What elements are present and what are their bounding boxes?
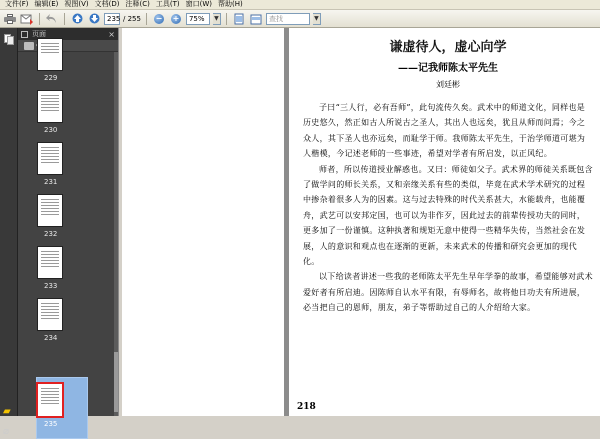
print-button[interactable]	[3, 12, 17, 26]
pages-icon	[21, 31, 28, 38]
toolbar-separator	[146, 13, 147, 25]
pages-icon[interactable]	[3, 34, 15, 46]
page-thumbnail[interactable]	[37, 298, 63, 331]
menu-comments[interactable]: 注释(C)	[125, 0, 150, 8]
page-thumbnail[interactable]	[37, 246, 63, 279]
arrow-left-icon	[46, 13, 58, 25]
page-thumbnail[interactable]	[37, 142, 63, 175]
article-body	[303, 100, 593, 316]
article-title: 谦虚待人，虚心向学	[389, 40, 507, 55]
paragraph: 子曰“三人行，必有吾师”，此句流传久矣。武术中的师道文化，同样也是历史悠久，然正如古人所说古之圣人，其出人也远矣，犹且从师而问焉；今之众人，其下圣人也亦远矣，而耻学于师。我师陈太平先生，于治学师道可堪为人楷模，今记述老师的一些事迹，希望对学者有所启发，以正风纪。	[303, 103, 586, 159]
thumbnail-label: 234	[44, 334, 58, 342]
toolbar	[0, 10, 600, 28]
total-pages: / 255	[123, 14, 141, 23]
menu-edit[interactable]: 编辑(E)	[34, 0, 59, 8]
panel-options[interactable]	[18, 40, 118, 52]
arrow-down-icon	[89, 13, 100, 24]
fit-page-button[interactable]	[232, 12, 246, 26]
panel-title: 页面	[32, 30, 46, 38]
chevron-down-icon[interactable]: ▼	[313, 13, 321, 25]
minus-icon: −	[155, 13, 163, 23]
previous-page-button[interactable]	[70, 13, 84, 25]
paragraph: 以下给读者讲述一些我的老师陈太平先生早年学拳的故事，希望能够对武术爱好者有所启迪。因陈师自认水平有限，有辱师名，故将他日功夫有所进展，必当把自己的恩师，朋友，弟子等帮助过自己的人介绍给大家。	[303, 272, 593, 313]
document-view[interactable]	[122, 28, 600, 416]
zoom-select[interactable]: 75%	[186, 13, 210, 25]
article-author: 刘廷彬	[436, 80, 460, 89]
zoom-out-button[interactable]	[152, 12, 166, 26]
toolbar-separator	[64, 13, 65, 25]
arrow-up-icon	[72, 13, 83, 24]
fit-width-button[interactable]	[249, 12, 263, 26]
plus-icon: +	[172, 13, 180, 23]
envelope-icon	[20, 13, 34, 25]
thumbnail-label: 231	[44, 178, 58, 186]
page-thumbnail[interactable]	[37, 38, 63, 71]
toolbar-separator	[226, 13, 227, 25]
zoom-in-button[interactable]	[169, 12, 183, 26]
menu-file[interactable]: 文件(F)	[5, 0, 29, 8]
toolbar-separator	[39, 13, 40, 25]
thumbnail-label: 233	[44, 282, 58, 290]
close-icon[interactable]: ×	[108, 29, 115, 39]
thumbnail-list	[18, 52, 114, 428]
email-button[interactable]	[20, 12, 34, 26]
thumbnail-label-selected: 235	[44, 420, 58, 428]
chevron-down-icon[interactable]: ▼	[213, 13, 221, 25]
menu-tools[interactable]: 工具(T)	[155, 0, 180, 8]
fit-page-icon	[233, 13, 245, 25]
navigation-strip	[0, 28, 18, 437]
fit-width-icon	[250, 13, 262, 25]
menu-view[interactable]: 视图(V)	[64, 0, 89, 8]
document-page	[289, 28, 600, 416]
article-subtitle: ——记我师陈太平先生	[398, 63, 498, 74]
options-icon	[24, 42, 34, 50]
paragraph: 师者，所以传道授业解惑也。又曰：师徒如父子。武术界的师徒关系既包含了做学问的师长关系，又和亲缘关系有些的类似，毕竟在武术学术研究的过程中掺杂着很多人为的因素。这与过去特殊的时代关系甚大，水能载舟，也能覆舟，武艺可以安邦定国，也可以为非作歹，因此过去的前辈传授功夫的同时，更多加了一份谨慎。这种执著和规矩无意中使得一些精华失传，当然社会在发展，人的意识和观点也在逐渐的更新，未来武术的传播和研究会更加的现代化。	[303, 164, 593, 267]
menu-document[interactable]: 文档(D)	[94, 0, 120, 8]
menu-window[interactable]: 窗口(W)	[185, 0, 213, 8]
thumbnail-label: 230	[44, 126, 58, 134]
page-number: 218	[297, 402, 316, 412]
menu-help[interactable]: 帮助(H)	[218, 0, 243, 8]
thumbnail-label: 232	[44, 230, 58, 238]
pages-panel	[18, 28, 118, 428]
comment-icon[interactable]: ▰	[3, 406, 11, 417]
back-button[interactable]	[45, 12, 59, 26]
page-number-input[interactable]: 235	[104, 13, 120, 25]
thumbnail-label: 229	[44, 74, 58, 82]
page-thumbnail-selected[interactable]	[36, 382, 64, 418]
page-thumbnail[interactable]	[37, 90, 63, 123]
menu-bar	[0, 0, 600, 10]
attachment-icon[interactable]: ⌀	[3, 426, 10, 437]
next-page-button[interactable]	[87, 13, 101, 25]
printer-icon	[4, 14, 16, 24]
page-thumbnail[interactable]	[37, 194, 63, 227]
search-input[interactable]: 查找	[266, 13, 310, 25]
previous-page-blank	[122, 28, 284, 416]
panel-header	[18, 28, 118, 40]
